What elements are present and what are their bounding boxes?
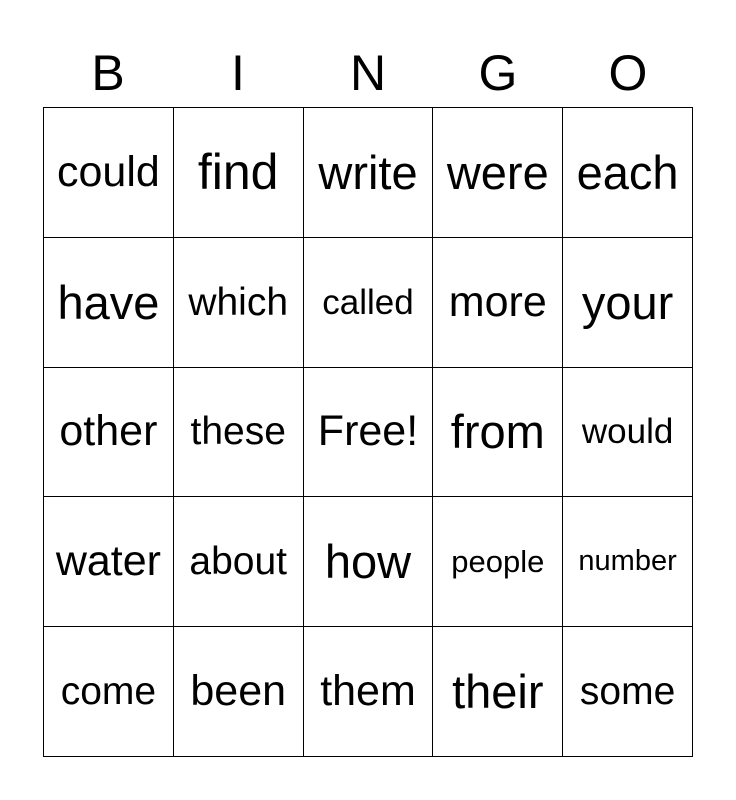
header-letter-g: G (478, 45, 518, 101)
cell-word: come (60, 670, 157, 714)
cell-word: been (190, 667, 287, 716)
bingo-cell[interactable] (44, 238, 174, 368)
cell-word: from (450, 405, 545, 459)
bingo-cell[interactable] (304, 627, 434, 757)
cell-word: more (448, 277, 547, 326)
header-letter-o: O (608, 45, 648, 101)
bingo-cell[interactable] (174, 238, 304, 368)
free-space-label: Free! (317, 407, 419, 456)
bingo-cell[interactable] (563, 497, 693, 627)
bingo-cell[interactable] (174, 497, 304, 627)
cell-word: them (320, 667, 416, 716)
cell-word: these (190, 410, 286, 454)
cell-word: how (324, 535, 412, 589)
bingo-cell[interactable] (174, 108, 304, 238)
cell-word: each (576, 145, 679, 199)
cell-word: other (59, 407, 158, 456)
cell-word: were (446, 145, 549, 199)
cell-word: called (322, 282, 414, 322)
bingo-cell[interactable] (304, 497, 434, 627)
bingo-cell[interactable] (433, 368, 563, 498)
cell-word: water (55, 537, 161, 586)
cell-word: some (579, 670, 676, 714)
bingo-cell[interactable] (563, 627, 693, 757)
free-space-cell[interactable] (304, 368, 434, 498)
header-letter-n: N (349, 45, 387, 101)
cell-word: about (189, 540, 287, 584)
bingo-cell[interactable] (433, 627, 563, 757)
bingo-cell[interactable] (433, 108, 563, 238)
bingo-cell[interactable] (44, 108, 174, 238)
cell-word: people (451, 544, 545, 580)
cell-word: have (57, 275, 160, 329)
cell-word: which (188, 280, 289, 324)
bingo-cell[interactable] (563, 108, 693, 238)
cell-word: find (197, 144, 279, 201)
bingo-board (43, 107, 693, 757)
bingo-cell[interactable] (44, 368, 174, 498)
header-letter-i: I (231, 45, 245, 101)
bingo-cell[interactable] (304, 108, 434, 238)
cell-word: your (581, 275, 674, 329)
bingo-cell[interactable] (433, 497, 563, 627)
cell-word: would (581, 412, 674, 452)
bingo-cell[interactable] (563, 238, 693, 368)
header-letter-b: B (91, 45, 125, 101)
cell-word: number (578, 545, 677, 578)
bingo-cell[interactable] (174, 627, 304, 757)
bingo-cell[interactable] (433, 238, 563, 368)
bingo-cell[interactable] (174, 368, 304, 498)
bingo-header (43, 40, 693, 106)
cell-word: their (452, 665, 544, 719)
bingo-cell[interactable] (563, 368, 693, 498)
cell-word: could (57, 147, 160, 196)
cell-word: write (318, 145, 418, 199)
bingo-cell[interactable] (44, 627, 174, 757)
bingo-cell[interactable] (44, 497, 174, 627)
bingo-cell[interactable] (304, 238, 434, 368)
